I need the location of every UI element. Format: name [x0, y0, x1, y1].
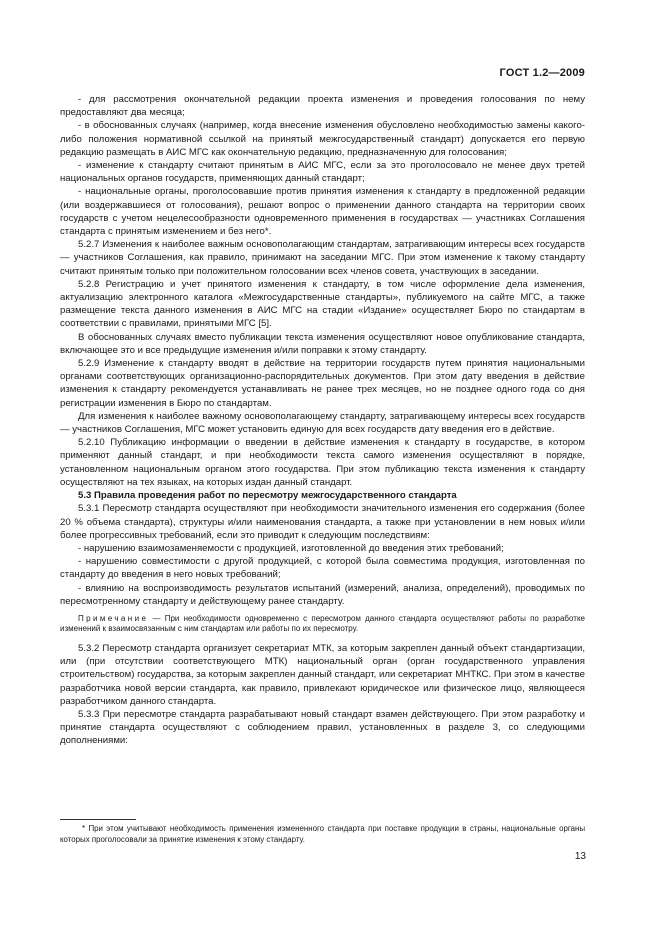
page-number: 13 [574, 851, 586, 862]
paragraph: В обоснованных случаях вместо публикации текста изменения осуществляют новое опубликование стандарта, включающее это и все предыдущие изменения и/или поправки к этому стандарту. [60, 331, 585, 356]
footnote: * При этом учитывают необходимость применения измененного стандарта при поставке продукции в страны, национальные органы которых проголосовали за принятие изменения к этому стандарту. [60, 824, 585, 844]
paragraph: 5.2.7 Изменения к наиболее важным основополагающим стандартам, затрагивающим интересы всех государств — участников Соглашения, как правило, принимают на заседании МГС. При этом изменение к такому стандарту считают принятым только при положительном голосовании всех членов совета, участвующих в заседании. [60, 239, 585, 277]
paragraph: 5.3.1 Пересмотр стандарта осуществляют при необходимости значительного изменения его содержания (более 20 % объема стандарта), структуры и/или наименования стандарта, а также при установлении в нем новых и/или более прогрессивных требований, если это приводит к следующим последствиям: [60, 503, 585, 541]
paragraph: 5.2.9 Изменение к стандарту вводят в действие на территории государств путем принятия национальными органами соответствующих организационно-распорядительных документов. При этом дату введения в действие изменения к стандарту рекомендуется устанавливать не ранее трех месяцев, но не позднее одного года со дня регистрации изменения в Бюро по стандартам. [60, 358, 585, 409]
footnote-divider [60, 819, 136, 820]
paragraph: 5.2.10 Публикацию информации о введении в действие изменения к стандарту в государстве, в котором применяют данный стандарт, и при необходимости текста самого изменения осуществляют в порядке, установленном национальным органом этого государства. При этом публикацию текста изменения к стандарту осуществляют на тех языках, на которых издан данный стандарт. [60, 437, 585, 488]
paragraph: - нарушению совместимости с другой продукцией, с которой была совместима продукция, изготовленная по стандарту до введения в него новых требований; [60, 556, 585, 581]
paragraph: 5.2.8 Регистрацию и учет принятого изменения к стандарту, в том числе оформление дела изменения, актуализацию электронного каталога «Межгосударственные стандарты», публикуемого на сайте МГС, а также размещение текста данного изменения в АИС МГС на стадии «Издание» осуществляет Бюро по стандартам в соответствии с правилами, принятыми МГС [5]. [60, 278, 585, 330]
paragraph: - национальные органы, проголосовавшие против принятия изменения к стандарту в предложенной редакции (или воздержавшиеся от голосования), решают вопрос о применении данного стандарта на территории своих государств с учетом нецелесообразности одновременного применения в государствах — участниках Соглашения стандарта с принятым изменением и без него*. [60, 186, 585, 238]
paragraph: - влиянию на воспроизводимость результатов испытаний (измерений, анализа, определений), проводимых по пересмотренному стандарту и действующему ранее стандарту. [60, 582, 585, 607]
paragraph: - изменение к стандарту считают принятым в АИС МГС, если за это проголосовало не менее двух третей национальных органов государств, применяющих данный стандарт; [60, 160, 585, 185]
section-heading: 5.3 Правила проведения работ по пересмотру межгосударственного стандарта [78, 490, 457, 502]
note-text: — При необходимости одновременно с пересмотром данного стандарта осуществляют работы по разработке изменений к взаимосвязанным с ним стандартам или работы по их пересмотру. [60, 613, 585, 634]
document-body [60, 93, 585, 748]
paragraph: - в обоснованных случаях (например, когда внесение изменения обусловлено необходимостью замены какого-либо положения нормативной ссылкой на принятый межгосударственный стандарт) допускается его первую редакцию размещать в АИС МГС как окончательную редакцию, предназначенную для голосования; [60, 120, 585, 158]
note-label: Примечание [78, 613, 149, 623]
document-header: ГОСТ 1.2—2009 [499, 67, 585, 79]
paragraph: Для изменения к наиболее важному основополагающему стандарту, затрагивающему интересы всех государств — участников Соглашения, МГС может установить единую для всех государств дату введения его в действие. [60, 410, 585, 436]
paragraph: 5.3.2 Пересмотр стандарта организует секретариат МТК, за которым закреплен данный объект стандартизации, или (при отсутствии соответствующего МТК) национальный орган (орган государственного управления строительством) государства, за которым закреплен данный стандарт, или секретариат МНТКС. При этом в качестве разработчика новой версии стандарта, как правило, привлекают юридическое или физическое лицо, являющееся разработчиком данного стандарта. [60, 642, 585, 707]
paragraph: - для рассмотрения окончательной редакции проекта изменения и проведения голосования по нему предоставляют два месяца; [60, 94, 585, 119]
paragraph: - нарушению взаимозаменяемости с продукцией, изготовленной до введения этих требований; [78, 542, 504, 554]
note [60, 614, 585, 635]
paragraph: 5.3.3 При пересмотре стандарта разрабатывают новый стандарт взамен действующего. При этом разработку и принятие стандарта осуществляют с соблюдением правил, установленных в разделе 3, со следующими дополнениями: [60, 708, 585, 747]
